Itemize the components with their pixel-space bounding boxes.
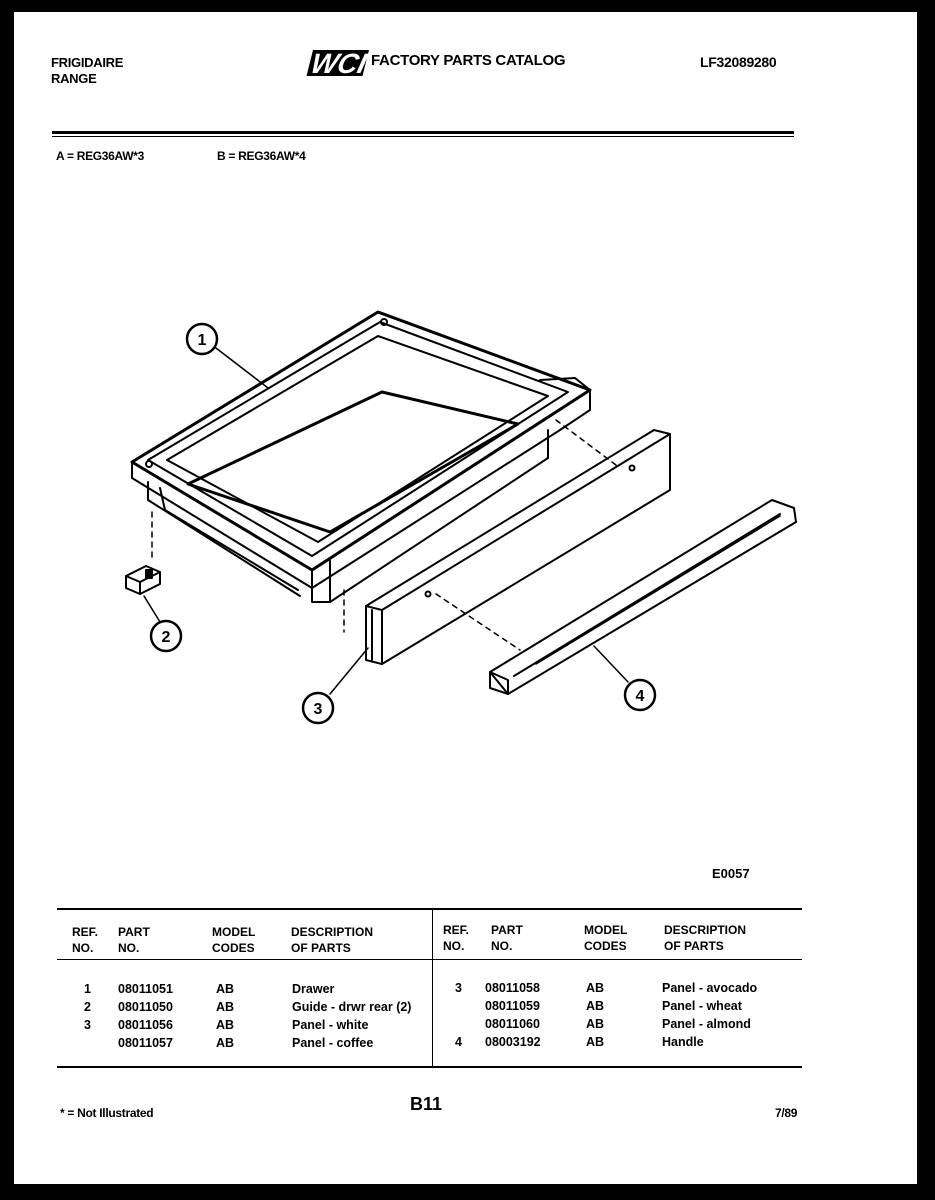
callout-4 [625, 680, 655, 710]
handle-part [490, 500, 796, 694]
header-model-codes: MODEL CODES [212, 925, 256, 955]
svg-text:3: 3 [313, 701, 323, 718]
catalog-title: FACTORY PARTS CATALOG [371, 52, 566, 69]
table-header-rule [57, 959, 802, 960]
header-part-no-right: PART NO. [491, 923, 523, 953]
product-type: RANGE [51, 71, 97, 86]
table-column-divider [432, 910, 433, 1066]
footnote: * = Not Illustrated [60, 1106, 154, 1120]
callout-3 [303, 693, 333, 723]
catalog-number: LF32089280 [700, 54, 777, 70]
header-description-right: DESCRIPTION OF PARTS [664, 923, 747, 953]
svg-text:WCI: WCI [307, 48, 370, 80]
model-a-code: A = REG36AW*3 [56, 149, 145, 163]
drawing-code: E0057 [712, 866, 750, 881]
guide-part [126, 566, 160, 594]
table-top-rule [57, 908, 802, 910]
header-model-codes-right: MODEL CODES [584, 923, 628, 953]
revision-date: 7/89 [775, 1106, 798, 1120]
page-number: B11 [410, 1094, 443, 1114]
table-bottom-rule [57, 1066, 802, 1068]
svg-text:2: 2 [161, 629, 171, 646]
drawer-part [132, 312, 590, 602]
callout-1 [187, 324, 217, 354]
header-description: DESCRIPTION OF PARTS [291, 925, 374, 955]
header-ref-no: REF. NO. [72, 925, 99, 955]
svg-text:1: 1 [197, 332, 207, 349]
callout-2 [151, 621, 181, 651]
header-part-no: PART NO. [118, 925, 150, 955]
brand-name: FRIGIDAIRE [51, 55, 124, 70]
alignment-lines [152, 420, 620, 650]
model-b-code: B = REG36AW*4 [217, 149, 306, 163]
svg-text:4: 4 [635, 688, 645, 705]
header-ref-no-right: REF. NO. [443, 923, 470, 953]
